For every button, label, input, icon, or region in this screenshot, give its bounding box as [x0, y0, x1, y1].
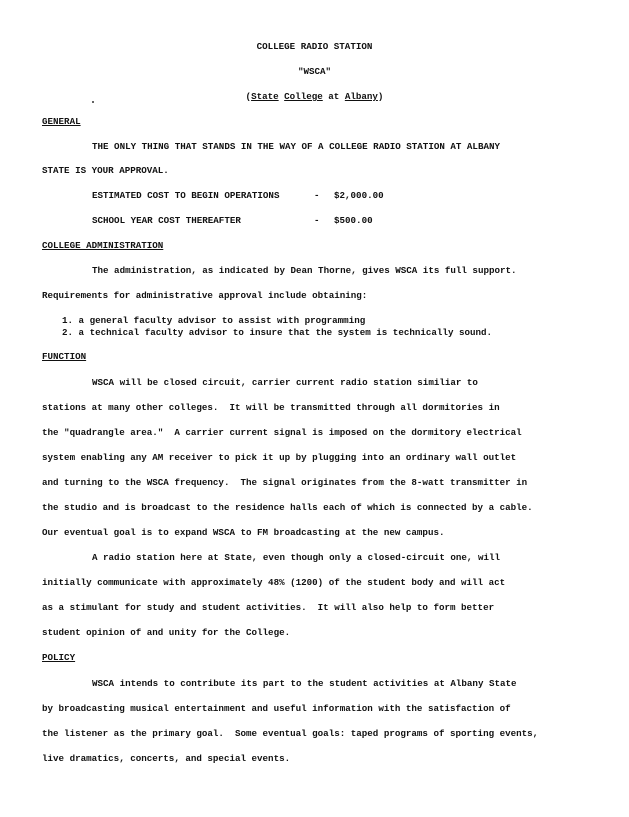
school-word-college: College [284, 91, 323, 102]
section-heading-policy: POLICY [42, 652, 76, 663]
administration-line-1: The administration, as indicated by Dean Thorne, gives WSCA its full support. [92, 265, 517, 276]
policy-line: live dramatics, concerts, and special events. [42, 753, 291, 764]
section-heading-administration: COLLEGE ADMINISTRATION [42, 240, 164, 251]
cost-dash-startup: - [314, 190, 320, 201]
policy-line: WSCA intends to contribute its part to the student activities at Albany State [92, 678, 517, 689]
function-para1-line: the "quadrangle area." A carrier current signal is imposed on the dormitory electrical [42, 427, 522, 438]
policy-line: by broadcasting musical entertainment and useful information with the satisfaction of [42, 703, 511, 714]
function-para2-line: initially communicate with approximately 48% (1200) of the student body and will act [42, 577, 506, 588]
function-para1-line: system enabling any AM receiver to pick it up by plugging into an ordinary wall outlet [42, 452, 517, 463]
function-para2-line: A radio station here at State, even though only a closed-circuit one, will [92, 552, 500, 563]
cost-label-yearly: SCHOOL YEAR COST THEREAFTER [92, 215, 241, 226]
scan-speck [92, 101, 94, 103]
administration-line-2: Requirements for administrative approval include obtaining: [42, 290, 368, 301]
function-para1-line: WSCA will be closed circuit, carrier current radio station similiar to [92, 377, 478, 388]
cost-dash-yearly: - [314, 215, 320, 226]
section-heading-function: FUNCTION [42, 351, 87, 362]
policy-line: the listener as the primary goal. Some eventual goals: taped programs of sporting events, [42, 728, 539, 739]
function-para2-line: student opinion of and unity for the College. [42, 627, 291, 638]
station-call-sign: "WSCA" [297, 66, 332, 77]
function-para1-line: Our eventual goal is to expand WSCA to FM broadcasting at the new campus. [42, 527, 445, 538]
school-name [0, 91, 629, 103]
school-word-albany: Albany [344, 91, 378, 102]
document-title: COLLEGE RADIO STATION [256, 41, 373, 52]
school-word-at: at [322, 91, 345, 102]
function-para2-line: as a stimulant for study and student activities. It will also help to form better [42, 602, 495, 613]
section-heading-general: GENERAL [42, 116, 81, 127]
general-line-1: THE ONLY THING THAT STANDS IN THE WAY OF A COLLEGE RADIO STATION AT ALBANY [92, 141, 500, 152]
general-line-2: STATE IS YOUR APPROVAL. [42, 165, 169, 176]
school-word-state: State [251, 91, 279, 102]
function-para1-line: stations at many other colleges. It will be transmitted through all dormitories in [42, 402, 500, 413]
function-para1-line: and turning to the WSCA frequency. The signal originates from the 8-watt transmitter in [42, 477, 528, 488]
list-item: 1. a general faculty advisor to assist with programming [62, 315, 366, 326]
cost-value-yearly: $500.00 [334, 215, 373, 226]
list-item: 2. a technical faculty advisor to insure that the system is technically sound. [62, 327, 493, 338]
cost-label-startup: ESTIMATED COST TO BEGIN OPERATIONS [92, 190, 280, 201]
school-paren-close: ) [377, 91, 384, 102]
school-paren-open: ( [245, 91, 252, 102]
cost-value-startup: $2,000.00 [334, 190, 384, 201]
function-para1-line: the studio and is broadcast to the residence halls each of which is connected by a cable. [42, 502, 533, 513]
